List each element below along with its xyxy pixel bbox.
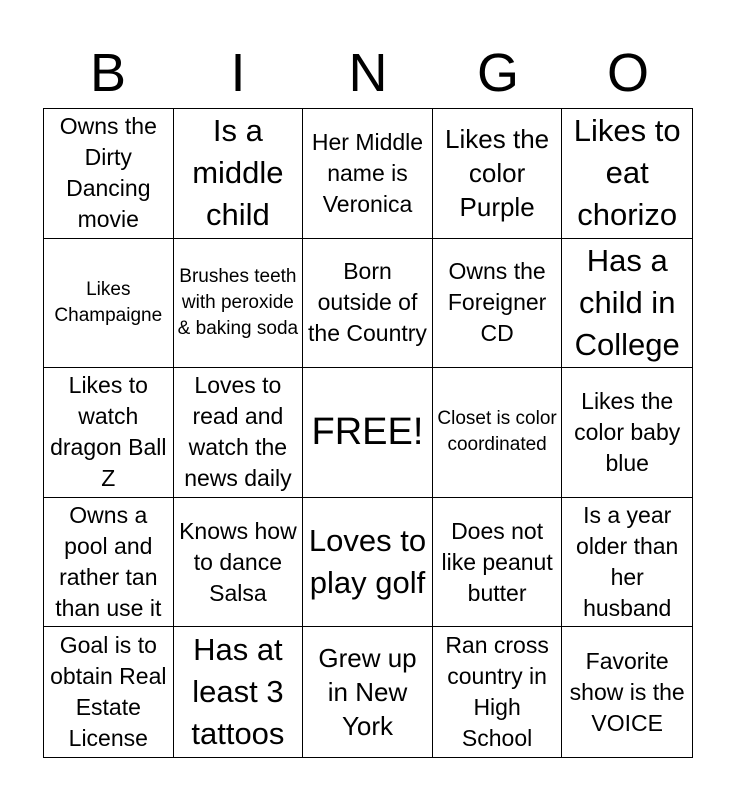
bingo-cell-r1-c3[interactable] (303, 109, 433, 239)
bingo-card-grid (43, 108, 693, 758)
bingo-cell-text: Closet is color coordinated (437, 408, 557, 456)
bingo-header (43, 40, 693, 106)
bingo-cell-r5-c4[interactable] (433, 627, 563, 757)
bingo-cell-text: Grew up in New York (318, 643, 417, 742)
bingo-cell-text: Likes to watch dragon Ball Z (50, 372, 167, 492)
bingo-cell-r1-c2[interactable] (174, 109, 304, 239)
bingo-cell-free[interactable] (303, 368, 433, 498)
bingo-cell-text: Owns a pool and rather tan than use it (55, 502, 162, 622)
bingo-cell-r4-c2[interactable] (174, 498, 304, 628)
bingo-cell-r3-c1[interactable] (44, 368, 174, 498)
header-letter-n: N (348, 43, 388, 103)
bingo-cell-r5-c2[interactable] (174, 627, 304, 757)
header-letter-o: O (606, 43, 649, 103)
bingo-cell-text: Is a middle child (192, 113, 284, 233)
bingo-cell-r4-c1[interactable] (44, 498, 174, 628)
header-letter-i: I (230, 43, 246, 103)
bingo-cell-r5-c1[interactable] (44, 627, 174, 757)
bingo-cell-text: Favorite show is the VOICE (569, 647, 685, 736)
bingo-cell-r1-c1[interactable] (44, 109, 174, 239)
bingo-cell-text: Loves to play golf (308, 523, 427, 601)
bingo-cell-r2-c4[interactable] (433, 239, 563, 369)
bingo-cell-text: Likes the color Purple (445, 124, 550, 223)
bingo-cell-text: Owns the Foreigner CD (447, 258, 547, 347)
bingo-cell-r2-c2[interactable] (174, 239, 304, 369)
bingo-cell-text: Her Middle name is Veronica (311, 128, 424, 217)
bingo-cell-r4-c4[interactable] (433, 498, 563, 628)
bingo-cell-text: Has a child in College (574, 242, 680, 362)
bingo-cell-r2-c5[interactable] (562, 239, 692, 369)
bingo-cell-text: Ran cross country in High School (445, 632, 549, 752)
bingo-cell-r5-c5[interactable] (562, 627, 692, 757)
bingo-cell-text: Likes Champaigne (54, 278, 163, 326)
bingo-cell-text: Is a year older than her husband (576, 502, 679, 622)
bingo-cell-text: Likes to eat chorizo (573, 113, 681, 233)
header-letter-g: G (476, 43, 519, 103)
bingo-cell-text: Does not like peanut butter (441, 517, 553, 606)
bingo-cell-text: Knows how to dance Salsa (179, 517, 297, 606)
bingo-cell-r2-c1[interactable] (44, 239, 174, 369)
bingo-cell-r5-c3[interactable] (303, 627, 433, 757)
bingo-cell-r3-c5[interactable] (562, 368, 692, 498)
bingo-cell-text: Loves to read and watch the news daily (184, 372, 292, 492)
header-letter-b: B (89, 43, 127, 103)
bingo-cell-r1-c4[interactable] (433, 109, 563, 239)
bingo-cell-text: Likes the color baby blue (574, 387, 681, 476)
free-space-text: FREE! (311, 411, 424, 454)
bingo-cell-r3-c2[interactable] (174, 368, 304, 498)
bingo-cell-text: Brushes teeth with peroxide & baking soda (177, 265, 299, 339)
bingo-cell-r3-c4[interactable] (433, 368, 563, 498)
bingo-cell-text: Owns the Dirty Dancing movie (59, 113, 157, 233)
bingo-cell-text: Goal is to obtain Real Estate License (50, 632, 167, 752)
bingo-cell-r1-c5[interactable] (562, 109, 692, 239)
bingo-cell-r4-c3[interactable] (303, 498, 433, 628)
bingo-cell-text: Has at least 3 tattoos (191, 632, 285, 752)
bingo-cell-r2-c3[interactable] (303, 239, 433, 369)
bingo-cell-r4-c5[interactable] (562, 498, 692, 628)
bingo-cell-text: Born outside of the Country (308, 258, 427, 347)
